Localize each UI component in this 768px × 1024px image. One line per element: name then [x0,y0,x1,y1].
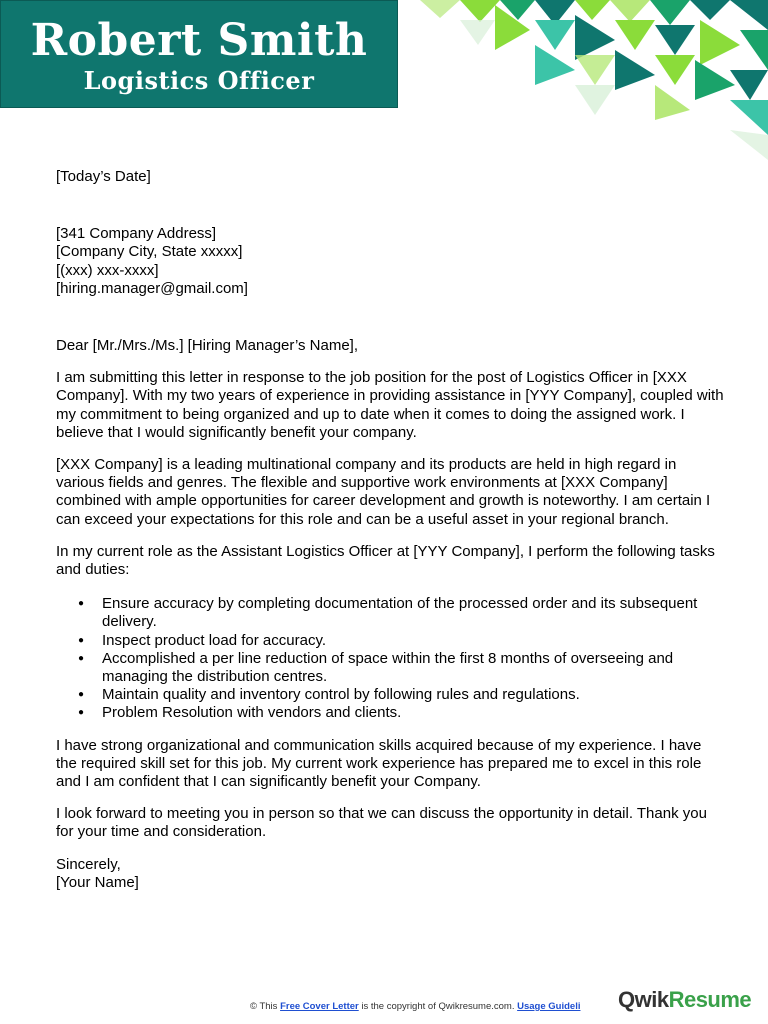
address-line: [hiring.manager@gmail.com] [56,279,248,297]
footer-prefix: © This [250,1001,278,1012]
closing-word: Sincerely, [56,855,121,873]
applicant-job-title: Logistics Officer [83,66,315,95]
paragraph-company: [XXX Company] is a leading multinational company and its products are held in high regard in various fields and genres. The flexible and supportive work environments at [XXX Company] combined with ample opportunities for career development and growth is noteworthy. I am certain I can exceed your expectations for this role and can be a useful asset in your regional branch. [56,456,711,528]
list-item: ● Ensure accuracy by completing documentation of the processed order and its subsequent delivery. [102,595,726,631]
paragraph-intro: I am submitting this letter in response to the job position for the post of Logistics Officer in [XXX Company]. With my two years of experience in providing assistance in [YYY Company], coupled with my commitment to being organized and up to date when it comes to doing the assigned work. I believe that I would significantly benefit your company. [56,369,724,441]
applicant-name: Robert Smith [30,15,368,66]
paragraph-tasks-intro: In my current role as the Assistant Logistics Officer at [YYY Company], I perform the following tasks and duties: [56,542,715,579]
recipient-address [56,225,726,298]
paragraph-closing: I look forward to meeting you in person so that we can discuss the opportunity in detail. Thank you for your time and consideration. [56,805,707,841]
logo-part-resume: Resume [668,987,752,1012]
copyright-footer [250,1001,580,1012]
sign-off [56,856,726,892]
address-line: [(xxx) xxx-xxxx] [56,261,159,279]
letter-date: [Today’s Date] [56,168,151,185]
address-line: [Company City, State xxxxx] [56,243,243,261]
list-item: ● Problem Resolution with vendors and clients. [102,704,726,722]
qwikresume-logo[interactable] [618,987,751,1013]
duties-list [56,595,726,722]
list-item: ● Accomplished a per line reduction of space within the first 8 months of overseeing and managing the distribution centres. [102,650,726,686]
cover-letter-body [56,168,726,906]
header-banner [0,0,398,108]
salutation: Dear [Mr./Mrs./Ms.] [Hiring Manager’s Name], [56,337,359,355]
geometric-decoration [400,0,768,160]
footer-middle: is the copyright of Qwikresume.com. [361,1001,515,1012]
signature-name: [Your Name] [56,873,139,891]
usage-guidelines-link[interactable]: Usage Guideli [517,1001,581,1012]
list-item: ● Inspect product load for accuracy. [102,632,726,650]
logo-part-qwik: Qwik [618,987,669,1012]
address-line: [341 Company Address] [56,225,217,243]
paragraph-skills: I have strong organizational and communication skills acquired because of my experience. I have the required skill set for this job. My current work experience has prepared me to excel in this role and I am confident that I can significantly benefit your Company. [56,736,702,791]
list-item: ● Maintain quality and inventory control by following rules and regulations. [102,686,726,704]
free-cover-letter-link[interactable]: Free Cover Letter [280,1001,359,1012]
